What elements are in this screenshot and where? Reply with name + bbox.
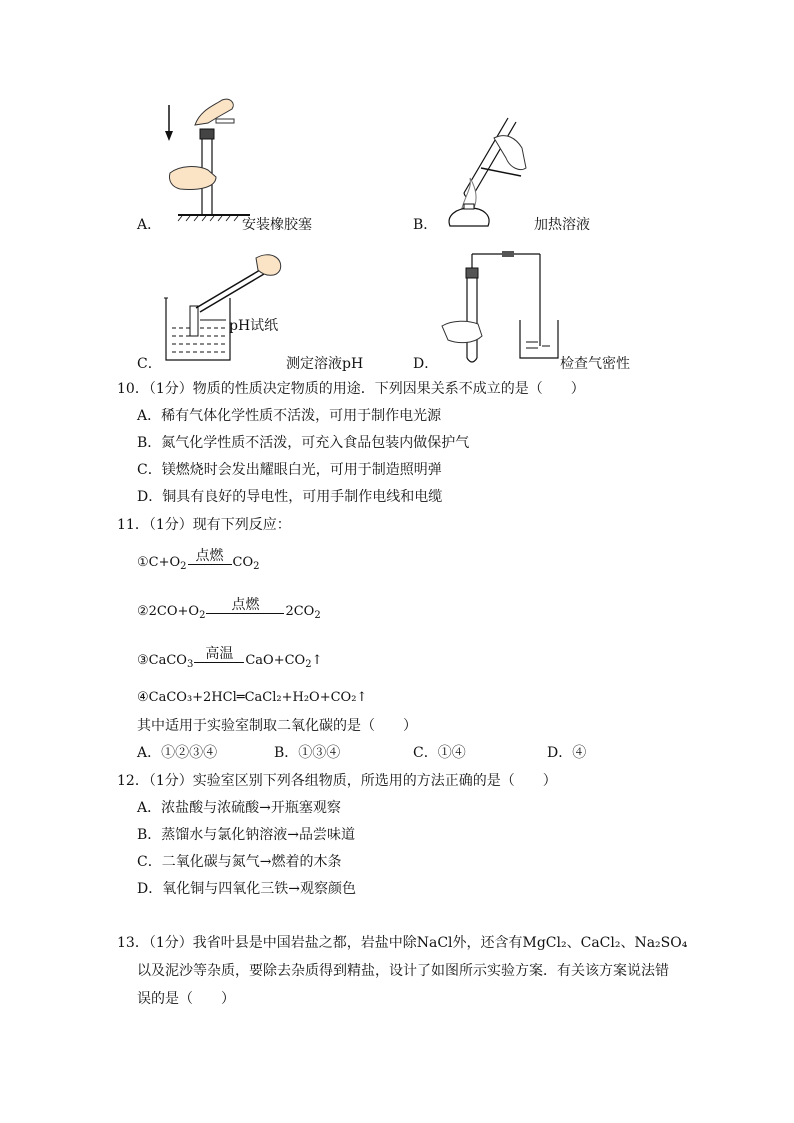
- figure-b-caption: 加热溶液: [534, 217, 590, 233]
- q12-stem: 12．（1分）实验室区别下列各组物质，所选用的方法正确的是（ ）: [117, 773, 557, 789]
- q12-option-d: D．氧化铜与四氧化三铁→观察颜色: [137, 881, 356, 897]
- q11-option-a: A．①②③④: [137, 745, 218, 761]
- q11-option-b: B．①③④: [274, 745, 341, 761]
- reaction-2-reactants: $2CO+O_2$: [148, 604, 206, 621]
- q11-option-d: D．④: [547, 745, 587, 761]
- figure-d-airtight-illustration: [438, 246, 568, 366]
- figure-a-caption: 安装橡胶塞: [242, 217, 312, 233]
- figure-c-label: C．: [137, 356, 162, 372]
- reaction-2-products: $2CO_2$: [285, 604, 321, 621]
- reaction-4: [137, 690, 367, 705]
- reaction-3-reactants: CaCO$_3$: [148, 653, 194, 670]
- reaction-1-condition: 点燃: [188, 548, 232, 570]
- q10-option-c: C．镁燃烧时会发出耀眼白光，可用于制造照明弹: [137, 462, 442, 478]
- q11-option-c: C．①④: [413, 745, 466, 761]
- q11-stem: 11．（1分）现有下列反应：: [117, 517, 291, 533]
- q12-option-c: C．二氧化碳与氮气→燃着的木条: [137, 854, 342, 870]
- figure-a-stopper-illustration: [160, 95, 250, 225]
- q10-option-d: D．铜具有良好的导电性，可用手制作电线和电缆: [137, 489, 443, 505]
- q12-option-a: A．浓盐酸与浓硫酸→开瓶塞观察: [137, 800, 341, 816]
- reaction-4-number: ④: [137, 690, 149, 705]
- q13-line-1: 13．（1分）我省叶县是中国岩盐之都，岩盐中除NaCl外，还含有MgCl₂、CaCl₂、Na₂SO₄: [117, 935, 688, 951]
- q13-line-3: 误的是（ ）: [137, 991, 235, 1007]
- reaction-3: [137, 636, 322, 668]
- q13-line-2: 以及泥沙等杂质，要除去杂质得到精盐，设计了如图所示实验方案．有关该方案说法错: [137, 963, 669, 979]
- figure-d-caption: 检查气密性: [560, 356, 630, 372]
- figure-a-label: A．: [137, 217, 162, 233]
- reaction-1: [137, 538, 260, 570]
- figure-c-paper-label: pH试纸: [229, 318, 279, 334]
- reaction-3-condition: 高温: [194, 646, 244, 668]
- figure-c-caption: 测定溶液pH: [286, 356, 364, 372]
- q10-option-a: A．稀有气体化学性质不活泼，可用于制作电光源: [137, 408, 442, 424]
- reaction-1-number: ①: [137, 555, 149, 570]
- reaction-1-reactants: $C+O_2$: [148, 555, 187, 572]
- reaction-2: [137, 587, 321, 619]
- q10-stem: 10．（1分）物质的性质决定物质的用途．下列因果关系不成立的是（ ）: [117, 381, 585, 397]
- reaction-3-number: ③: [137, 653, 149, 668]
- reaction-2-number: ②: [137, 604, 149, 619]
- reaction-2-condition: 点燃: [206, 597, 284, 619]
- reaction-3-products: $CaO+CO_2↑$: [245, 653, 323, 670]
- q11-sub-stem: 其中适用于实验室制取二氧化碳的是（ ）: [137, 718, 417, 734]
- figure-d-label: D．: [413, 356, 439, 372]
- q12-option-b: B．蒸馏水与氯化钠溶液→品尝味道: [137, 827, 356, 843]
- reaction-4-equation: CaCO₃+2HCl═CaCl₂+H₂O+CO₂↑: [148, 690, 368, 705]
- figure-b-heating-illustration: [436, 98, 546, 228]
- q10-option-b: B．氮气化学性质不活泼，可充入食品包装内做保护气: [137, 435, 470, 451]
- reaction-1-products: $CO_2$: [232, 555, 260, 572]
- figure-b-label: B．: [413, 217, 438, 233]
- figure-c-ph-illustration: [160, 248, 290, 366]
